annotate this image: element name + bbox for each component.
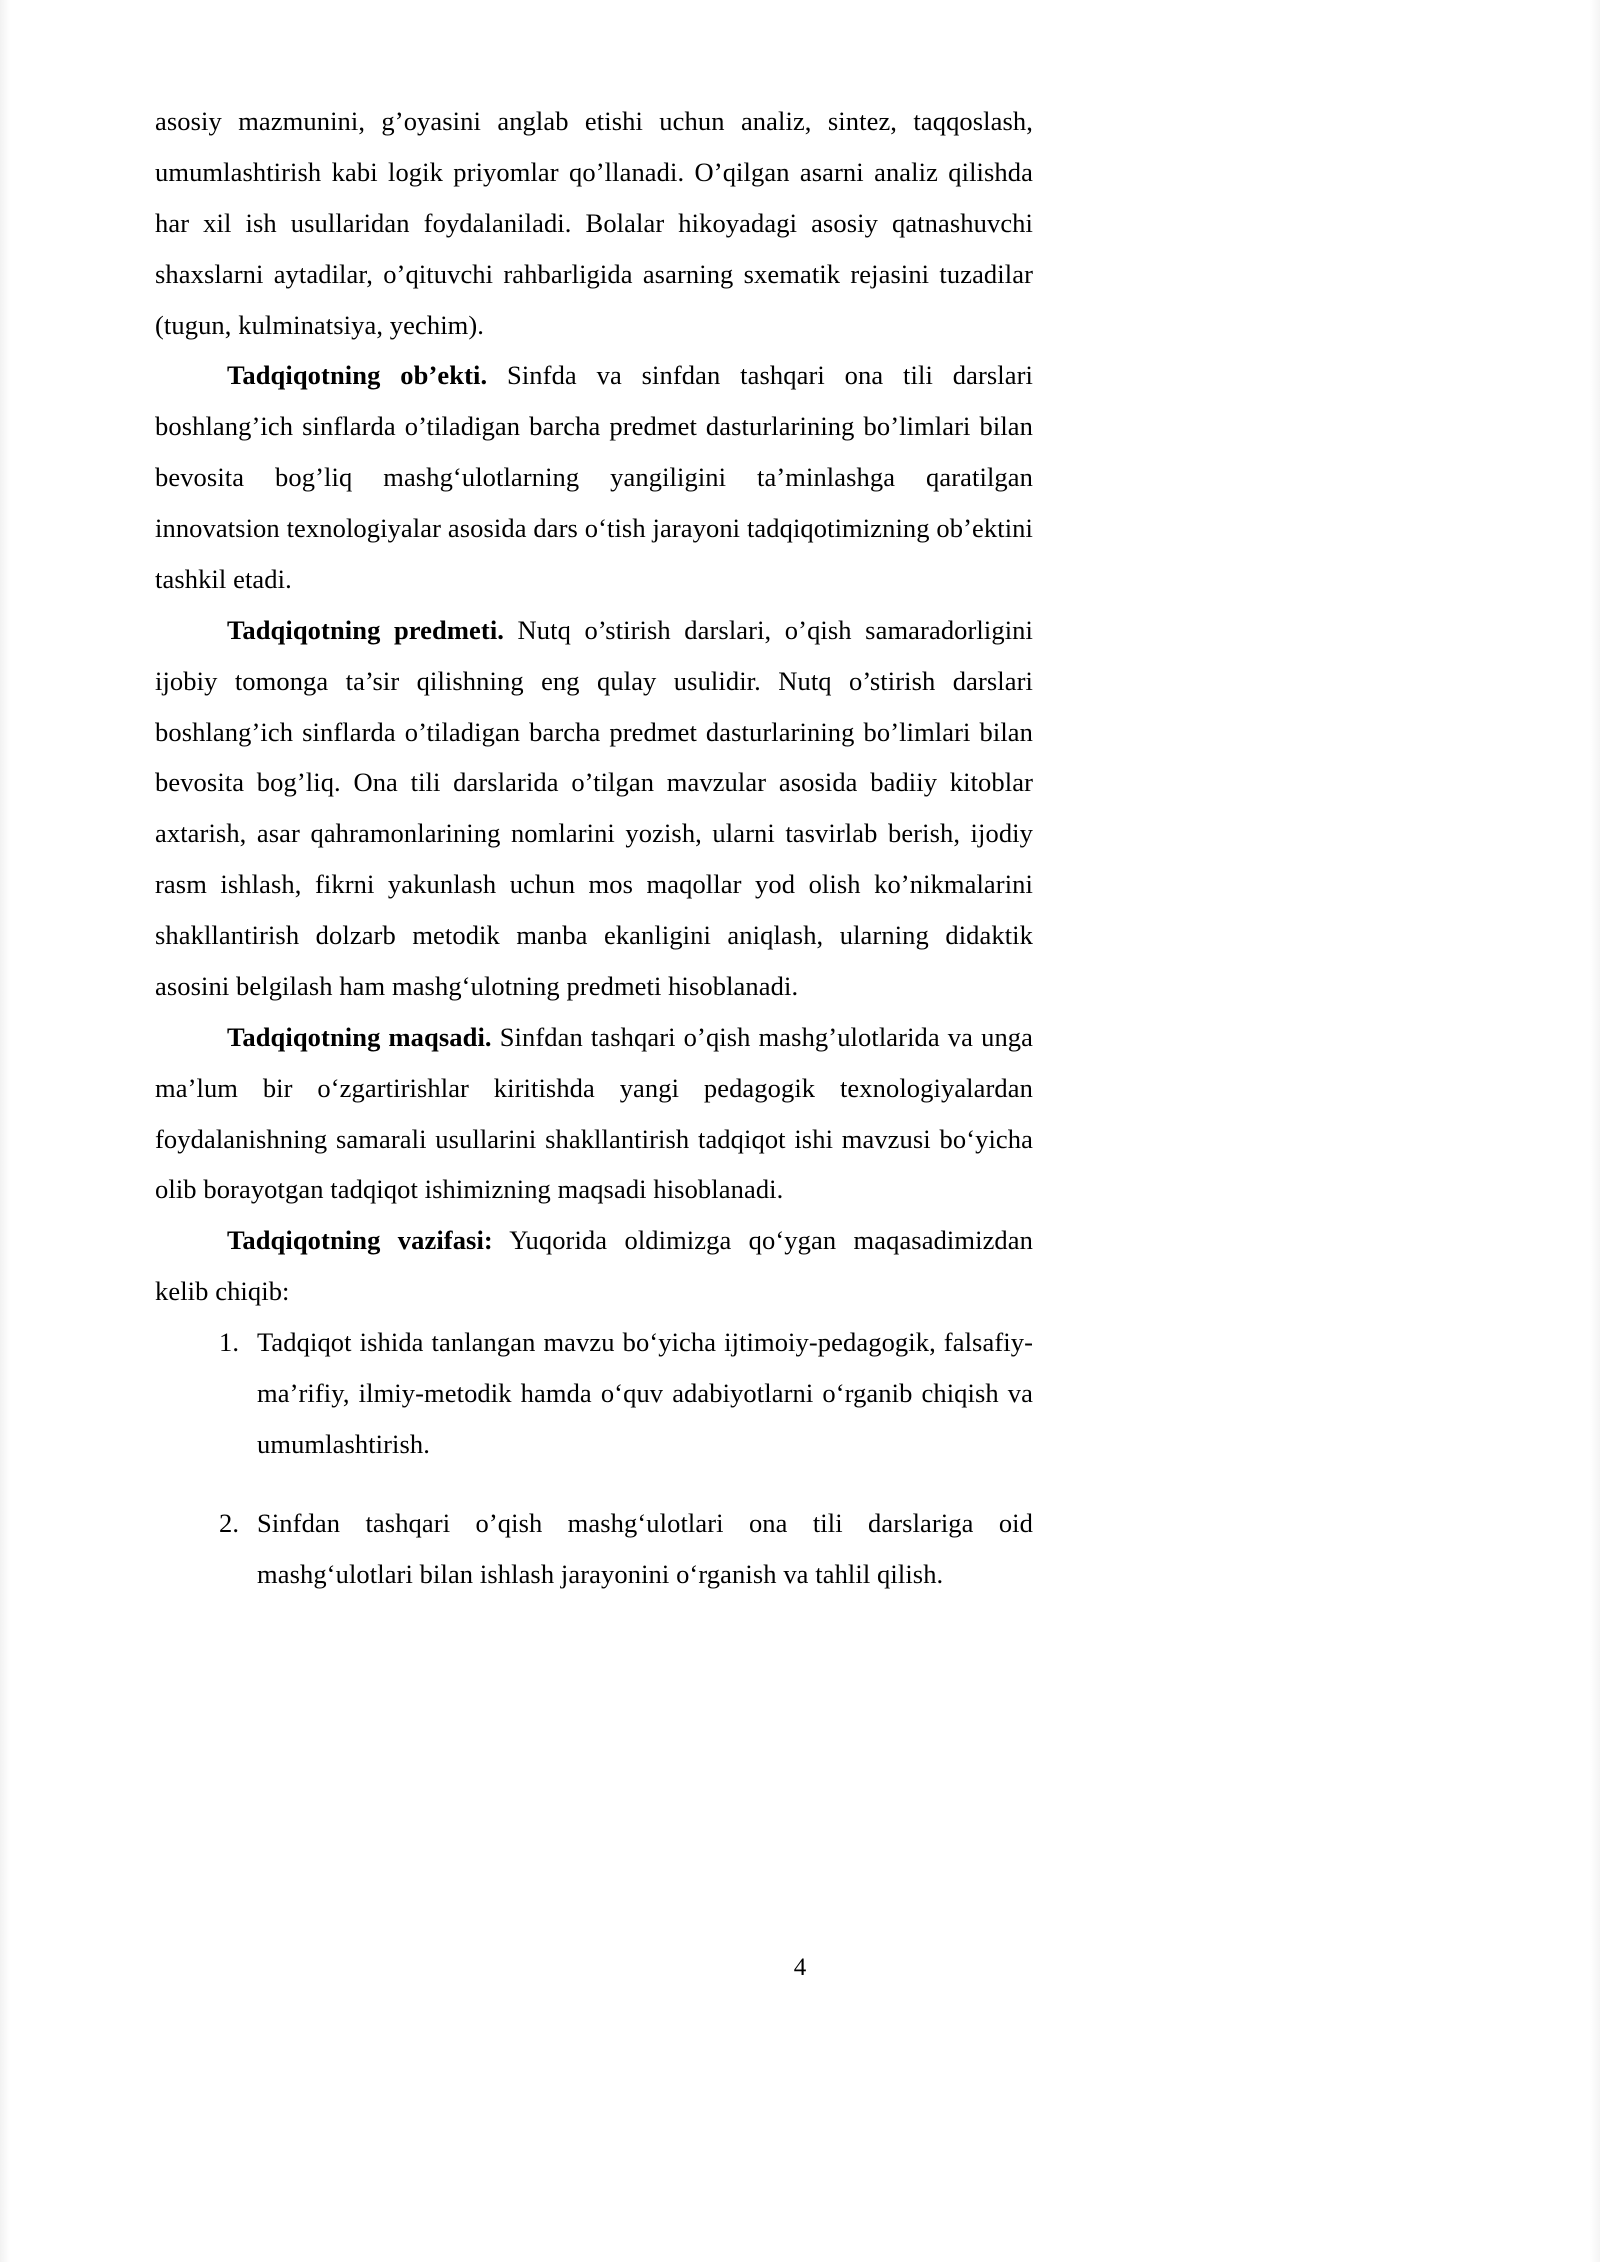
paragraph-intro: asosiy mazmunini, g’oyasini anglab etishi uchun analiz, sintez, taqqoslash, umumlashtirish kabi logik priyomlar qo’llanadi. O’qilgan asarni analiz qilishda har xil ish usullaridan foydalaniladi. Bolalar hikoyadagi asosiy qatnashuvchi shaxslarni aytadilar, o’qituvchi rahbarligida asarning sxematik rejasini tuzadilar (tugun, kulminatsiya, yechim). <box>155 106 1033 340</box>
task-text: Sinfdan tashqari o’qish mashg‘ulotlari ona tili darslariga oid mashg‘ulotlari bilan ishlash jarayonini o‘rganish va tahlil qilish. <box>257 1507 1033 1589</box>
heading-maqsadi: Tadqiqotning maqsadi. <box>227 1021 492 1052</box>
task-list <box>155 1317 1033 1599</box>
task-list-item <box>155 1498 1033 1600</box>
heading-predmeti: Tadqiqotning predmeti. <box>227 614 505 645</box>
paragraph-maqsadi <box>155 1012 1033 1216</box>
scan-edge-left <box>0 0 10 2262</box>
paragraph-vazifasi <box>155 1215 1033 1317</box>
paragraph-predmeti <box>155 605 1033 1012</box>
heading-obekti: Tadqiqotning ob’ekti. <box>227 360 488 391</box>
paragraph-obekti <box>155 350 1033 604</box>
paragraph-predmeti-text: Nutq o’stirish darslari, o’qish samaradorligini ijobiy tomonga ta’sir qilishning eng qulay usulidir. Nutq o’stirish darslari boshlang’ich sinflarda o’tiladigan barcha predmet dasturlarining bo’limlari bilan bevosita bog’liq. Ona tili darslarida o’tilgan mavzular asosida badiiy kitoblar axtarish, asar qahramonlarining nomlarini yozish, ularni tasvirlab berish, ijodiy rasm ishlash, fikrni yakunlash uchun mos maqollar yod olish ko’nikmalarini shakllantirish dolzarb metodik manba ekanligini aniqlash, ularning didaktik asosini belgilash ham mashg‘ulotning predmeti hisoblanadi. <box>155 614 1033 1001</box>
page-content <box>155 96 1033 1599</box>
page-number: 4 <box>793 1954 807 1981</box>
heading-vazifasi: Tadqiqotning vazifasi: <box>227 1225 493 1256</box>
task-marker: 1. <box>219 1327 240 1357</box>
task-text: Tadqiqot ishida tanlangan mavzu bo‘yicha ijtimoiy-pedagogik, falsafiy-ma’rifiy, ilmiy-metodik hamda o‘quv adabiyotlarni o‘rganib chiqish va umumlashtirish. <box>257 1327 1033 1459</box>
paragraph-vazifasi-text: Yuqorida oldimizga qo‘ygan maqasadimizdan kelib chiqib: <box>155 1225 1033 1307</box>
scan-edge-right <box>1590 0 1600 2262</box>
task-marker: 2. <box>219 1507 240 1538</box>
task-list-item <box>155 1317 1033 1470</box>
paragraph-maqsadi-text: Sinfdan tashqari o’qish mashg’ulotlarida va unga ma’lum bir o‘zgartirishlar kiritishda yangi pedagogik texnologiyalardan foydalanishning samarali usullarini shakllantirish tadqiqot ishi mavzusi bo‘yicha olib borayotgan tadqiqot ishimizning maqsadi hisoblanadi. <box>155 1021 1033 1205</box>
paragraph-obekti-text: Sinfda va sinfdan tashqari ona tili darslari boshlang’ich sinflarda o’tiladigan barcha predmet dasturlarining bo’limlari bilan bevosita bog’liq mashg‘ulotlarning yangiligini ta’minlashga qaratilgan innovatsion texnologiyalar asosida dars o‘tish jarayoni tadqiqotimizning ob’ektini tashkil etadi. <box>155 360 1033 594</box>
